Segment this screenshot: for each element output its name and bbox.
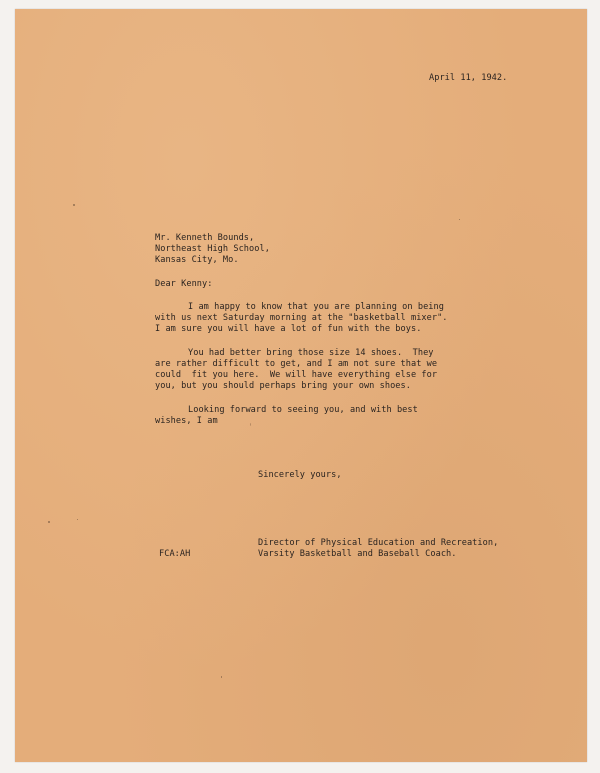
- paper-speck: [48, 521, 50, 523]
- paper-speck: [459, 219, 460, 220]
- signature-title-line: Varsity Basketball and Baseball Coach.: [258, 549, 457, 559]
- paragraph-1-line: with us next Saturday morning at the "basketball mixer".: [155, 313, 448, 323]
- salutation: Dear Kenny:: [155, 279, 213, 289]
- paragraph-2-line: are rather difficult to get, and I am not sure that we: [155, 359, 438, 369]
- paper-speck: [250, 423, 251, 426]
- paragraph-1-line: I am sure you will have a lot of fun with the boys.: [155, 324, 422, 334]
- paragraph-1-line: I am happy to know that you are planning on being: [188, 302, 444, 312]
- paragraph-2-line: could fit you here. We will have everything else for: [155, 370, 438, 380]
- typist-initials: FCA:AH: [159, 549, 191, 559]
- paper-speck: [221, 676, 222, 678]
- closing: Sincerely yours,: [258, 470, 342, 480]
- paper-speck: [73, 204, 75, 206]
- letter-date: April 11, 1942.: [429, 73, 508, 83]
- signature-title-line: Director of Physical Education and Recreation,: [258, 538, 499, 548]
- paper-speck: [77, 519, 78, 520]
- paragraph-3-line: wishes, I am: [155, 416, 218, 426]
- paragraph-2-line: You had better bring those size 14 shoes. They: [188, 348, 434, 358]
- recipient-name: Mr. Kenneth Bounds,: [155, 233, 255, 243]
- recipient-school: Northeast High School,: [155, 244, 270, 254]
- recipient-city: Kansas City, Mo.: [155, 255, 239, 265]
- letter-sheet: [15, 9, 587, 762]
- paragraph-2-line: you, but you should perhaps bring your own shoes.: [155, 381, 411, 391]
- paragraph-3-line: Looking forward to seeing you, and with best: [188, 405, 418, 415]
